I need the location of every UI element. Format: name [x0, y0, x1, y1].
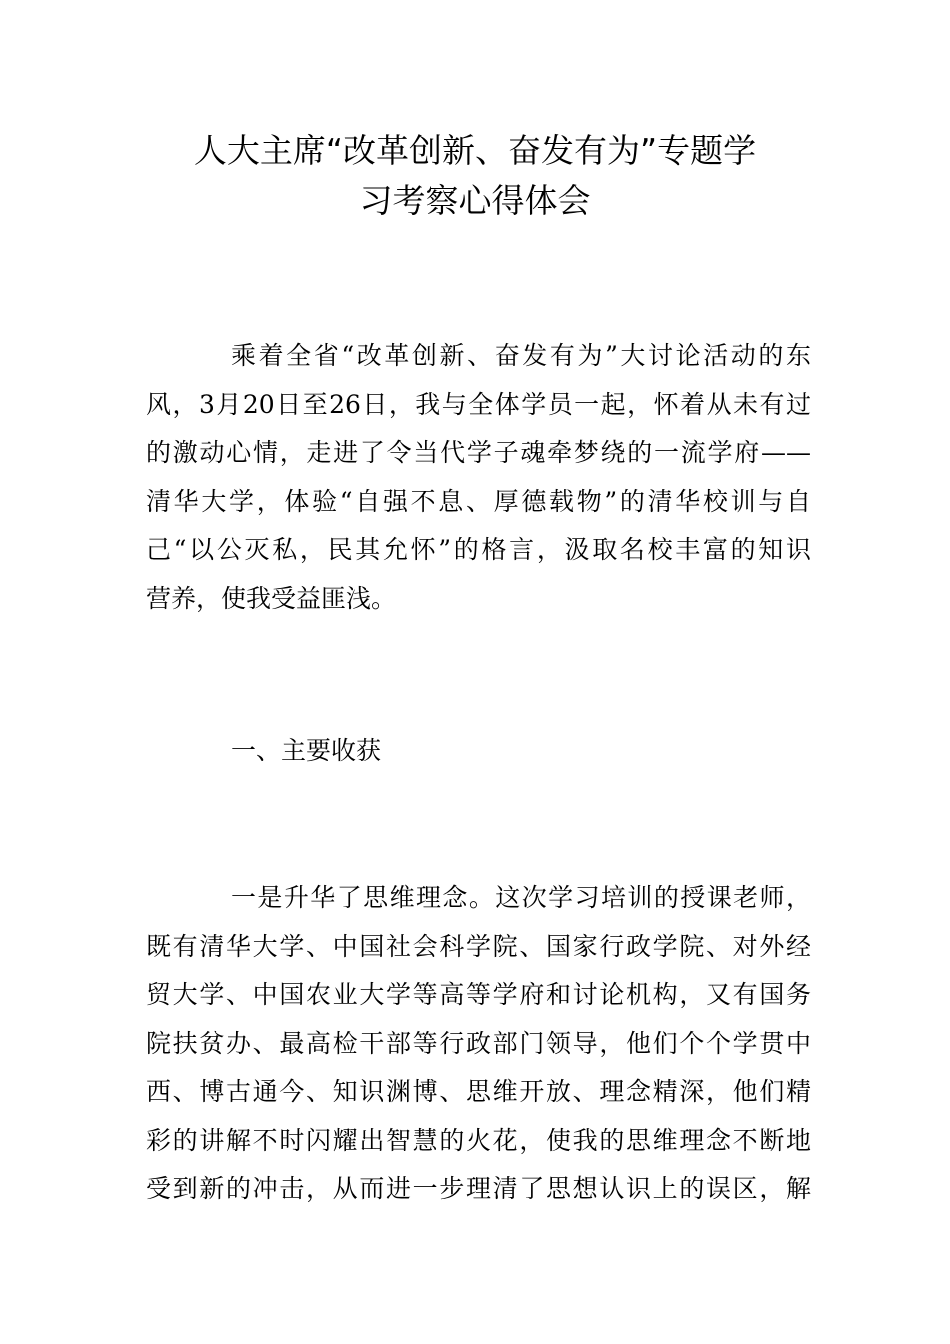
section-heading-text: 一、主要收获 [231, 736, 382, 765]
gains-paragraph-line: 院扶贫办、最高检干部等行政部门领导，他们个个学贯中 [146, 1028, 811, 1058]
gains-paragraph-line: 彩的讲解不时闪耀出智慧的火花，使我的思维理念不断地 [146, 1125, 811, 1155]
gains-paragraph-line: 既有清华大学、中国社会科学院、国家行政学院、对外经 [146, 931, 811, 961]
gains-paragraph-line: 一是升华了思维理念。这次学习培训的授课老师， [231, 883, 811, 912]
gains-paragraph-line: 贸大学、中国农业大学等高等学府和讨论机构，又有国务 [146, 980, 811, 1009]
document-title-line-1: 人大主席“改革创新、奋发有为”专题学 [193, 131, 757, 170]
gains-paragraph-line: 西、博古通今、知识渊博、思维开放、理念精深，他们精 [146, 1077, 811, 1106]
intro-paragraph-line: 风，3月20日至26日，我与全体学员一起，怀着从未有过 [146, 389, 811, 419]
intro-paragraph-line: 己“以公灭私，民其允怀”的格言，汲取名校丰富的知识 [146, 535, 811, 564]
intro-paragraph-line: 清华大学，体验“自强不息、厚德载物”的清华校训与自 [146, 486, 811, 516]
intro-paragraph [146, 332, 811, 623]
intro-paragraph-line: 的激动心情，走进了令当代学子魂牵梦绕的一流学府—— [146, 438, 811, 467]
gains-paragraph-line: 受到新的冲击，从而进一步理清了思想认识上的误区，解 [146, 1174, 811, 1203]
intro-paragraph-line: 乘着全省“改革创新、奋发有为”大讨论活动的东 [231, 341, 811, 370]
section-heading [146, 727, 811, 776]
intro-paragraph-line: 营养，使我受益匪浅。 [146, 583, 397, 613]
gains-paragraph [146, 874, 811, 1214]
document-title-line-2: 习考察心得体会 [359, 181, 591, 220]
